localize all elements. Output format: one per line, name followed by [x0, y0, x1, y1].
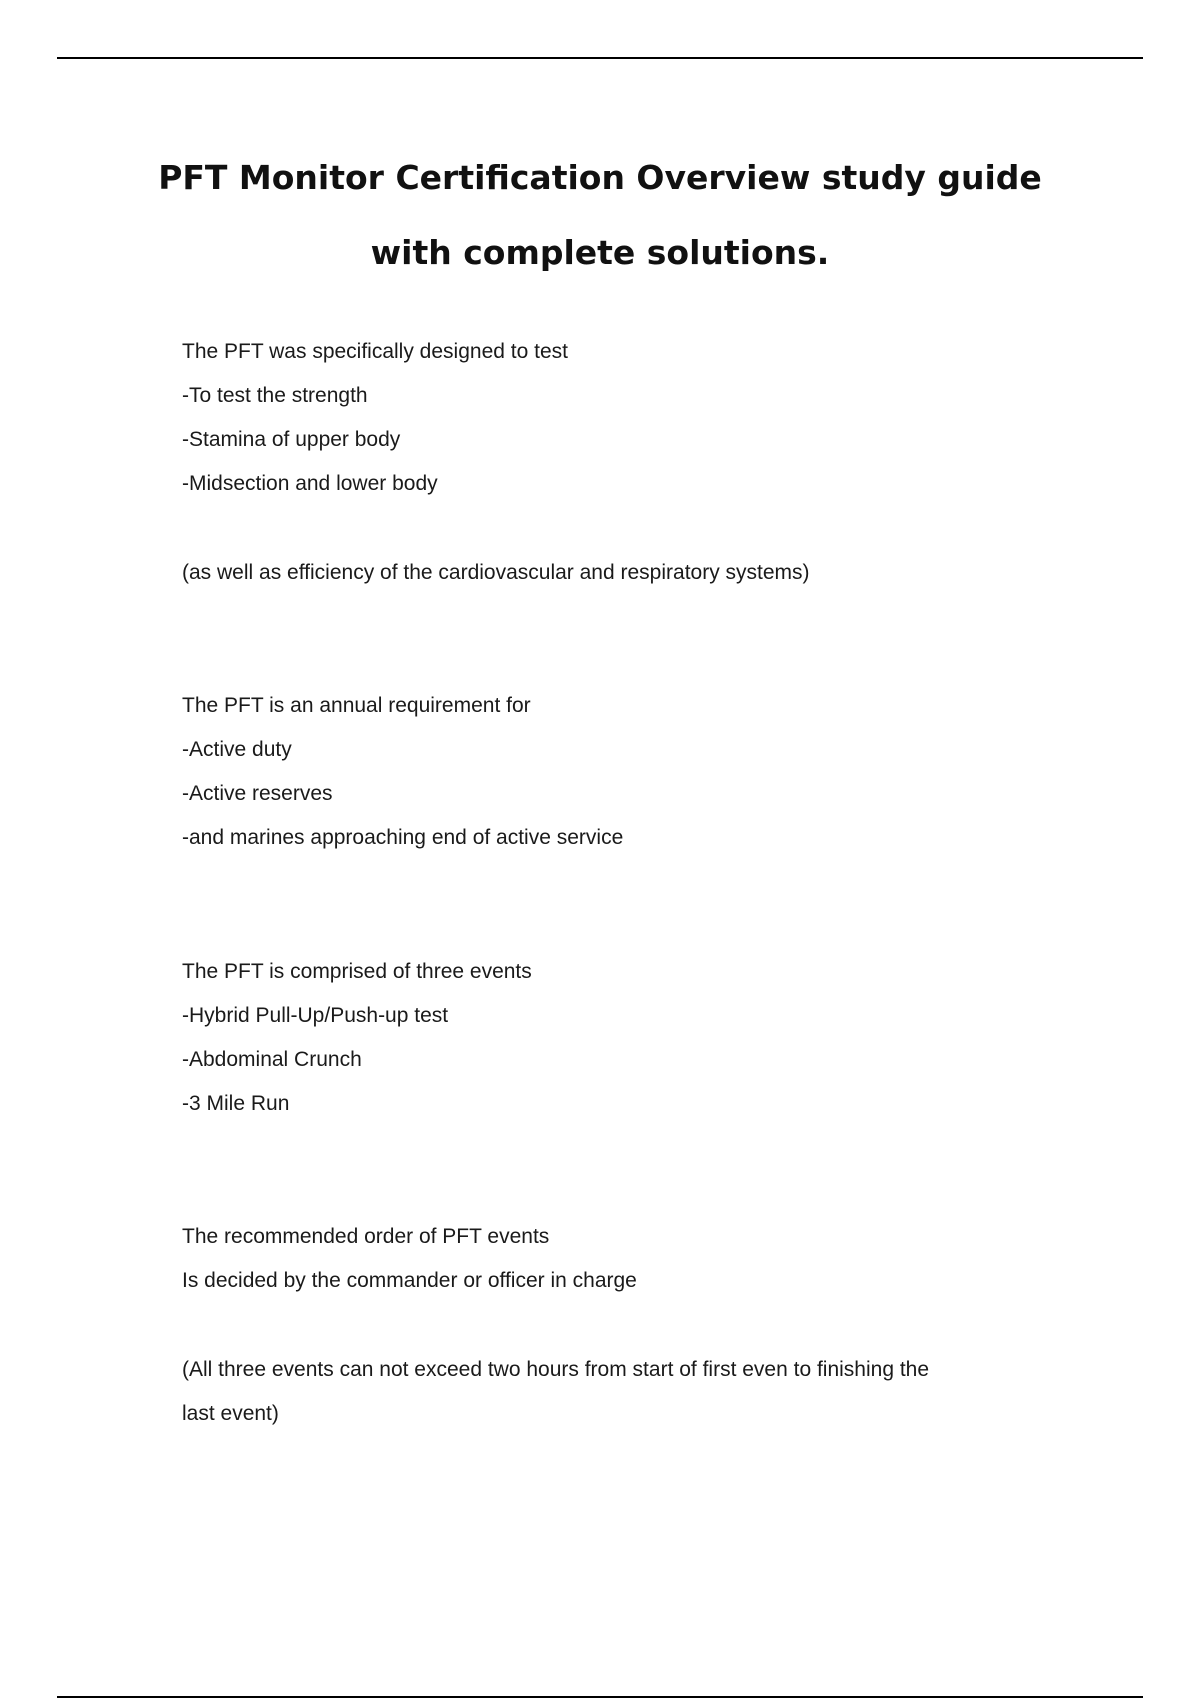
section-4-answer: Is decided by the commander or officer in charge [182, 1269, 637, 1292]
section-1-note: (as well as efficiency of the cardiovascular and respiratory systems) [182, 561, 810, 584]
section-3-item: -Abdominal Crunch [182, 1048, 362, 1071]
section-2-item: -and marines approaching end of active service [182, 826, 624, 849]
section-3-item: -3 Mile Run [182, 1092, 290, 1115]
section-4-note: last event) [182, 1402, 279, 1425]
section-2-heading: The PFT is an annual requirement for [182, 694, 531, 717]
section-3-item: -Hybrid Pull-Up/Push-up test [182, 1004, 449, 1027]
header-rule [57, 57, 1143, 59]
section-1-heading: The PFT was specifically designed to test [182, 340, 568, 363]
section-3-heading: The PFT is comprised of three events [182, 960, 532, 983]
document-title [140, 140, 1060, 290]
section-1-item: -To test the strength [182, 384, 368, 407]
section-2-item: -Active duty [182, 738, 292, 761]
section-4-note: (All three events can not exceed two hours from start of first even to finishing the [182, 1358, 930, 1381]
title-line-1: PFT Monitor Certification Overview study guide [158, 158, 1042, 197]
section-1-item: -Midsection and lower body [182, 472, 438, 495]
section-2-item: -Active reserves [182, 782, 333, 805]
section-4-heading: The recommended order of PFT events [182, 1225, 550, 1248]
title-line-2: with complete solutions. [370, 233, 830, 272]
section-1-item: -Stamina of upper body [182, 428, 401, 451]
footer-rule [57, 1696, 1143, 1698]
